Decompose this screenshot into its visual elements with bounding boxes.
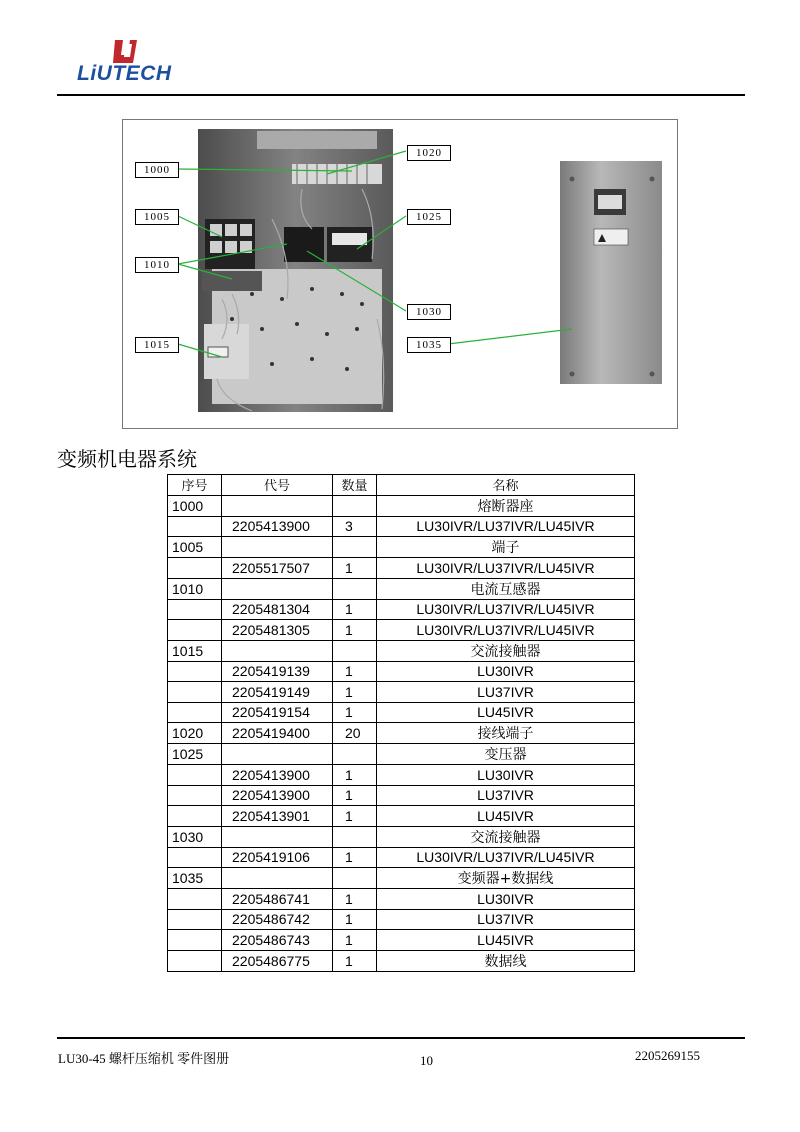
cell-seq — [168, 516, 222, 537]
parts-table — [167, 474, 635, 972]
header-name: 名称 — [377, 475, 635, 496]
cell-qty — [333, 495, 377, 516]
open-cabinet-photo — [198, 129, 393, 412]
cell-qty — [333, 578, 377, 599]
cell-name: 交流接触器 — [377, 640, 635, 661]
header-code: 代号 — [222, 475, 333, 496]
cell-seq — [168, 702, 222, 723]
cell-name: 接线端子 — [377, 723, 635, 744]
cell-code: 2205413900 — [222, 765, 333, 786]
cell-name: 交流接触器 — [377, 826, 635, 847]
cell-qty: 1 — [333, 599, 377, 620]
callout-1035: 1035 — [407, 337, 451, 353]
cell-seq — [168, 847, 222, 868]
cell-qty: 1 — [333, 785, 377, 806]
table-row — [168, 702, 635, 723]
cell-name: 变压器 — [377, 744, 635, 765]
cell-code: 2205419400 — [222, 723, 333, 744]
cell-name: LU45IVR — [377, 702, 635, 723]
table-row — [168, 806, 635, 827]
cell-name: LU37IVR — [377, 785, 635, 806]
cell-name: 变频器+数据线 — [377, 868, 635, 889]
table-row — [168, 744, 635, 765]
callout-1025: 1025 — [407, 209, 451, 225]
cell-code: 2205481305 — [222, 620, 333, 641]
brand-logo-text: LiUTECH — [77, 62, 172, 85]
cell-qty: 20 — [333, 723, 377, 744]
cell-code: 2205419106 — [222, 847, 333, 868]
header-seq: 序号 — [168, 475, 222, 496]
cell-name: 数据线 — [377, 950, 635, 971]
cell-qty: 3 — [333, 516, 377, 537]
cell-qty — [333, 744, 377, 765]
table-row — [168, 620, 635, 641]
cell-name: 电流互感器 — [377, 578, 635, 599]
page-number: 10 — [420, 1053, 433, 1068]
cell-code: 2205413901 — [222, 806, 333, 827]
cell-qty: 1 — [333, 661, 377, 682]
cell-qty: 1 — [333, 909, 377, 930]
cell-name: LU30IVR — [377, 889, 635, 910]
cell-name: LU45IVR — [377, 806, 635, 827]
cell-code: 2205413900 — [222, 516, 333, 537]
table-row — [168, 578, 635, 599]
cell-seq — [168, 806, 222, 827]
cell-code — [222, 578, 333, 599]
cell-qty — [333, 868, 377, 889]
footer-rule — [57, 1037, 745, 1039]
table-row — [168, 889, 635, 910]
table-body — [168, 495, 635, 971]
cell-code — [222, 640, 333, 661]
cell-seq — [168, 909, 222, 930]
table-row — [168, 599, 635, 620]
cell-qty: 1 — [333, 558, 377, 579]
cell-qty — [333, 826, 377, 847]
table-header-row — [168, 475, 635, 496]
cell-seq: 1020 — [168, 723, 222, 744]
cell-name: LU30IVR/LU37IVR/LU45IVR — [377, 620, 635, 641]
cell-code: 2205517507 — [222, 558, 333, 579]
table-row — [168, 930, 635, 951]
cell-seq — [168, 785, 222, 806]
cell-code: 2205486741 — [222, 889, 333, 910]
cell-seq — [168, 558, 222, 579]
cell-seq: 1025 — [168, 744, 222, 765]
callout-1000: 1000 — [135, 162, 179, 178]
cell-name: LU45IVR — [377, 930, 635, 951]
cell-name: LU30IVR — [377, 661, 635, 682]
table-row — [168, 868, 635, 889]
cell-name: LU30IVR/LU37IVR/LU45IVR — [377, 516, 635, 537]
cell-qty: 1 — [333, 765, 377, 786]
table-row — [168, 682, 635, 703]
cell-name: 熔断器座 — [377, 495, 635, 516]
table-row — [168, 537, 635, 558]
cell-name: LU37IVR — [377, 909, 635, 930]
cell-name: 端子 — [377, 537, 635, 558]
cell-code: 2205486742 — [222, 909, 333, 930]
table-row — [168, 950, 635, 971]
cell-code: 2205419149 — [222, 682, 333, 703]
cell-seq: 1010 — [168, 578, 222, 599]
table-row — [168, 909, 635, 930]
footer-document-number: 2205269155 — [635, 1048, 700, 1063]
table-row — [168, 765, 635, 786]
cell-qty: 1 — [333, 930, 377, 951]
cell-code — [222, 744, 333, 765]
cell-qty: 1 — [333, 620, 377, 641]
cell-seq: 1030 — [168, 826, 222, 847]
cell-name: LU30IVR/LU37IVR/LU45IVR — [377, 558, 635, 579]
cell-code: 2205413900 — [222, 785, 333, 806]
cell-name: LU37IVR — [377, 682, 635, 703]
header-qty: 数量 — [333, 475, 377, 496]
cell-name: LU30IVR — [377, 765, 635, 786]
cell-qty: 1 — [333, 847, 377, 868]
callout-1010: 1010 — [135, 257, 179, 273]
cell-seq — [168, 950, 222, 971]
cell-qty: 1 — [333, 889, 377, 910]
cell-qty: 1 — [333, 806, 377, 827]
table-row — [168, 558, 635, 579]
table-row — [168, 661, 635, 682]
cell-qty — [333, 640, 377, 661]
cell-code — [222, 537, 333, 558]
cell-code — [222, 495, 333, 516]
cell-code — [222, 868, 333, 889]
cell-seq — [168, 765, 222, 786]
cell-code: 2205419154 — [222, 702, 333, 723]
electrical-cabinet-illustration — [122, 119, 678, 429]
cell-qty: 1 — [333, 682, 377, 703]
table-row — [168, 785, 635, 806]
cell-code: 2205486775 — [222, 950, 333, 971]
callout-1005: 1005 — [135, 209, 179, 225]
callout-1020: 1020 — [407, 145, 451, 161]
table-row — [168, 640, 635, 661]
cell-seq: 1000 — [168, 495, 222, 516]
cell-seq — [168, 599, 222, 620]
header-rule — [57, 94, 745, 96]
cell-code: 2205486743 — [222, 930, 333, 951]
cell-seq — [168, 620, 222, 641]
cell-qty — [333, 537, 377, 558]
table-row — [168, 723, 635, 744]
cell-seq: 1015 — [168, 640, 222, 661]
cell-code — [222, 826, 333, 847]
cell-qty: 1 — [333, 950, 377, 971]
cell-seq: 1035 — [168, 868, 222, 889]
cell-seq: 1005 — [168, 537, 222, 558]
cell-seq — [168, 661, 222, 682]
footer-document-title: LU30-45 螺杆压缩机 零件图册 — [58, 1051, 230, 1066]
table-row — [168, 516, 635, 537]
cell-name: LU30IVR/LU37IVR/LU45IVR — [377, 599, 635, 620]
callout-1030: 1030 — [407, 304, 451, 320]
drive-door-photo — [560, 161, 662, 384]
section-title: 变频机电器系统 — [57, 447, 197, 471]
cell-qty: 1 — [333, 702, 377, 723]
callout-1015: 1015 — [135, 337, 179, 353]
cell-seq — [168, 930, 222, 951]
cell-code: 2205419139 — [222, 661, 333, 682]
table-row — [168, 826, 635, 847]
table-row — [168, 495, 635, 516]
cell-seq — [168, 682, 222, 703]
table-row — [168, 847, 635, 868]
cell-name: LU30IVR/LU37IVR/LU45IVR — [377, 847, 635, 868]
cell-seq — [168, 889, 222, 910]
cell-code: 2205481304 — [222, 599, 333, 620]
